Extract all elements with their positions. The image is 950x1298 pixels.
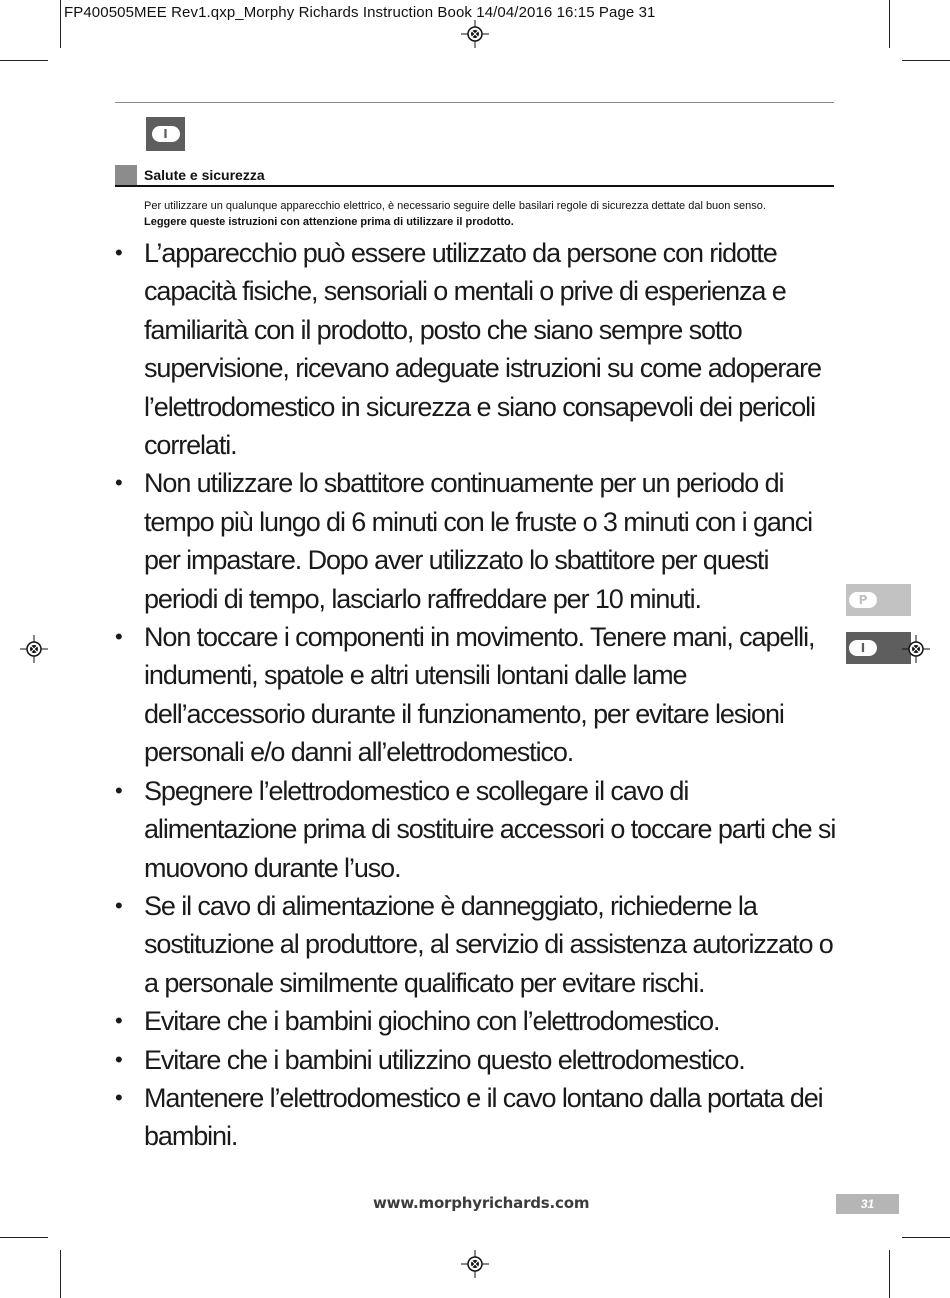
crop-mark-bottom-right-vertical <box>889 1250 890 1298</box>
section-title: Salute e sicurezza <box>144 167 265 183</box>
list-item <box>115 1041 840 1079</box>
language-badge <box>146 117 185 151</box>
list-item <box>115 1002 840 1040</box>
crop-mark-top-right-horizontal <box>902 60 950 61</box>
print-slug-header: FP400505MEE Rev1.qxp_Morphy Richards Instruction Book 14/04/2016 16:15 Page 31 <box>64 4 656 21</box>
list-item <box>115 234 840 464</box>
top-rule <box>115 102 834 103</box>
bullet-icon: • <box>115 470 123 496</box>
bullet-icon: • <box>115 1084 123 1110</box>
language-badge-label: I <box>152 126 180 142</box>
list-item-text: Mantenere l’elettrodomestico e il cavo lontano dalla portata dei bambini. <box>144 1082 823 1152</box>
list-item-text: Evitare che i bambini giochino con l’elettrodomestico. <box>144 1006 720 1037</box>
registration-mark-left-icon <box>20 635 48 663</box>
registration-mark-right-icon <box>902 635 930 663</box>
list-item-text: Non toccare i componenti in movimento. Tenere mani, capelli, indumenti, spatole e altri utensili lontani dalle lame dell’accessorio durante il funzionamento, per evitare lesioni personali e/o danni all’elettrodomestico. <box>144 622 815 768</box>
list-item-text: Se il cavo di alimentazione è danneggiato, richiederne la sostituzione al produttore, al servizio di assistenza autorizzato o a personale similmente qualificato per evitare rischi. <box>144 890 833 998</box>
bullet-icon: • <box>115 892 123 918</box>
intro-emphasis: Leggere queste istruzioni con attenzione prima di utilizzare il prodotto. <box>144 216 514 228</box>
crop-mark-top-right-vertical <box>889 0 890 48</box>
crop-mark-top-left-horizontal <box>0 60 48 61</box>
intro-paragraph <box>144 198 824 230</box>
crop-mark-bottom-left-vertical <box>60 1250 61 1298</box>
side-tab-label: I <box>849 640 877 656</box>
list-item-text: L’apparecchio può essere utilizzato da persone con ridotte capacità fisiche, sensoriali o mentali o prive di esperienza e familiarità con il prodotto, posto che siano sempre sotto supervisione, ricevano adeguate istruzioni su come adoperare l’elettrodomestico in sicurezza e siano consapevoli dei pericoli correlati. <box>144 238 821 461</box>
list-item <box>115 772 840 887</box>
list-item-text: Evitare che i bambini utilizzino questo elettrodomestico. <box>144 1044 745 1075</box>
side-tab-label: P <box>849 592 877 608</box>
crop-mark-bottom-right-horizontal <box>902 1237 950 1238</box>
bullet-icon: • <box>115 1008 123 1034</box>
registration-mark-top-icon <box>461 20 489 48</box>
page-number: 31 <box>836 1194 899 1214</box>
section-rule <box>115 185 834 187</box>
list-item-text: Non utilizzare lo sbattitore continuamente per un periodo di tempo più lungo di 6 minuti con le fruste o 3 minuti con i ganci per impastare. Dopo aver utilizzato lo sbattitore per questi periodi di tempo, lasciarlo raffreddare per 10 minuti. <box>144 468 813 614</box>
bullet-icon: • <box>115 777 123 803</box>
intro-line: Per utilizzare un qualunque apparecchio elettrico, è necessario seguire delle basilari regole di sicurezza dettate dal buon senso. <box>144 200 766 212</box>
footer-website-link[interactable]: www.morphyrichards.com <box>373 1194 590 1212</box>
side-tab-portuguese <box>846 584 911 616</box>
crop-mark-top-left-vertical <box>60 0 61 48</box>
list-item <box>115 1079 840 1156</box>
bullet-icon: • <box>115 1046 123 1072</box>
list-item <box>115 887 840 1002</box>
bullet-icon: • <box>115 240 123 265</box>
registration-mark-bottom-icon <box>461 1250 489 1278</box>
list-item <box>115 618 840 772</box>
bullet-icon: • <box>115 624 123 650</box>
list-item-text: Spegnere l’elettrodomestico e scollegare il cavo di alimentazione prima di sostituire accessori o toccare parti che si muovono durante l’uso. <box>144 775 836 883</box>
crop-mark-bottom-left-horizontal <box>0 1237 48 1238</box>
section-marker <box>115 165 137 186</box>
list-item <box>115 464 840 618</box>
safety-list <box>115 234 840 1156</box>
